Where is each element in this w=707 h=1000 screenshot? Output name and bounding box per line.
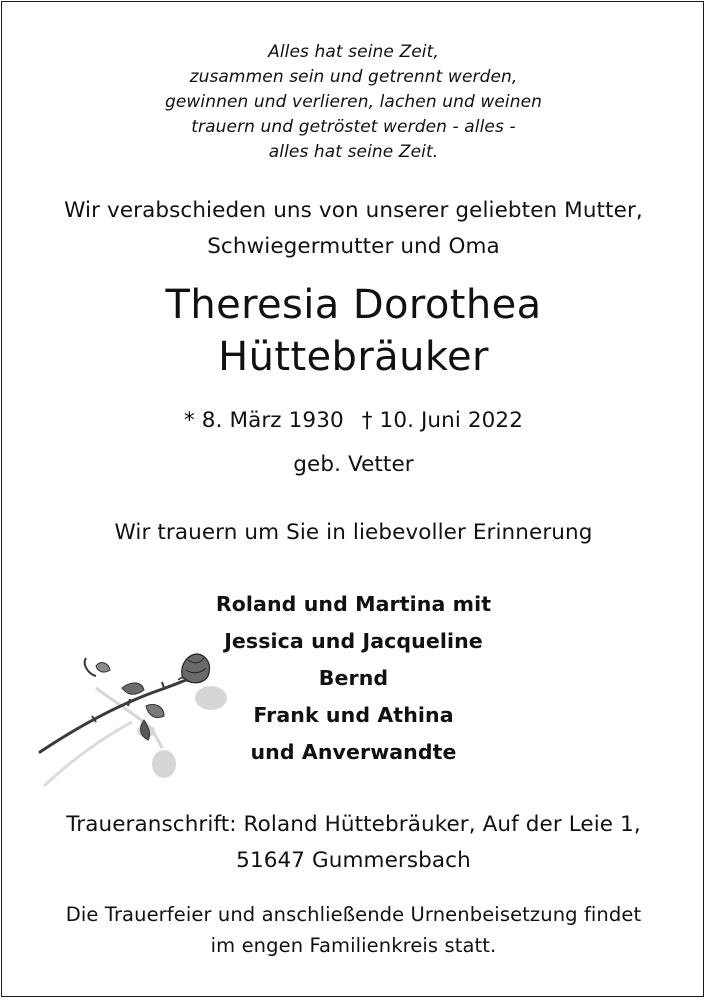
- intro-line: Schwiegermutter und Oma: [207, 234, 500, 259]
- closing-line: im engen Familienkreis statt.: [210, 934, 497, 957]
- poem-line: trauern und getröstet werden - alles -: [191, 117, 516, 137]
- poem-line: zusammen sein und getrennt werden,: [189, 67, 518, 87]
- poem-line: Alles hat seine Zeit,: [268, 42, 439, 62]
- poem-line: gewinnen und verlieren, lachen und weinen: [164, 92, 543, 112]
- family-line: und Anverwandte: [250, 740, 457, 764]
- poem-line: alles hat seine Zeit.: [268, 142, 439, 162]
- family-line: Frank und Athina: [253, 703, 454, 727]
- mourning-line: Wir trauern um Sie in liebevoller Erinnerung: [114, 520, 593, 545]
- family-line: Roland und Martina mit: [215, 592, 492, 616]
- family-line: Bernd: [318, 666, 389, 690]
- intro-line: Wir verabschieden uns von unserer geliebten Mutter,: [64, 198, 643, 223]
- death-date: † 10. Juni 2022: [361, 408, 523, 433]
- life-dates: [0, 408, 707, 433]
- mourning-address: Traueranschrift: Roland Hüttebräuker, Auf der Leie 1,: [66, 812, 641, 837]
- deceased-first-names: Theresia Dorothea: [165, 282, 542, 328]
- closing-line: Die Trauerfeier und anschließende Urnenbeisetzung findet: [65, 903, 642, 926]
- family-line: Jessica und Jacqueline: [224, 629, 483, 653]
- deceased-surname: Hüttebräuker: [218, 334, 489, 380]
- maiden-name: geb. Vetter: [293, 452, 414, 477]
- mourning-address-city: 51647 Gummersbach: [236, 848, 471, 873]
- birth-date: * 8. März 1930: [184, 408, 344, 433]
